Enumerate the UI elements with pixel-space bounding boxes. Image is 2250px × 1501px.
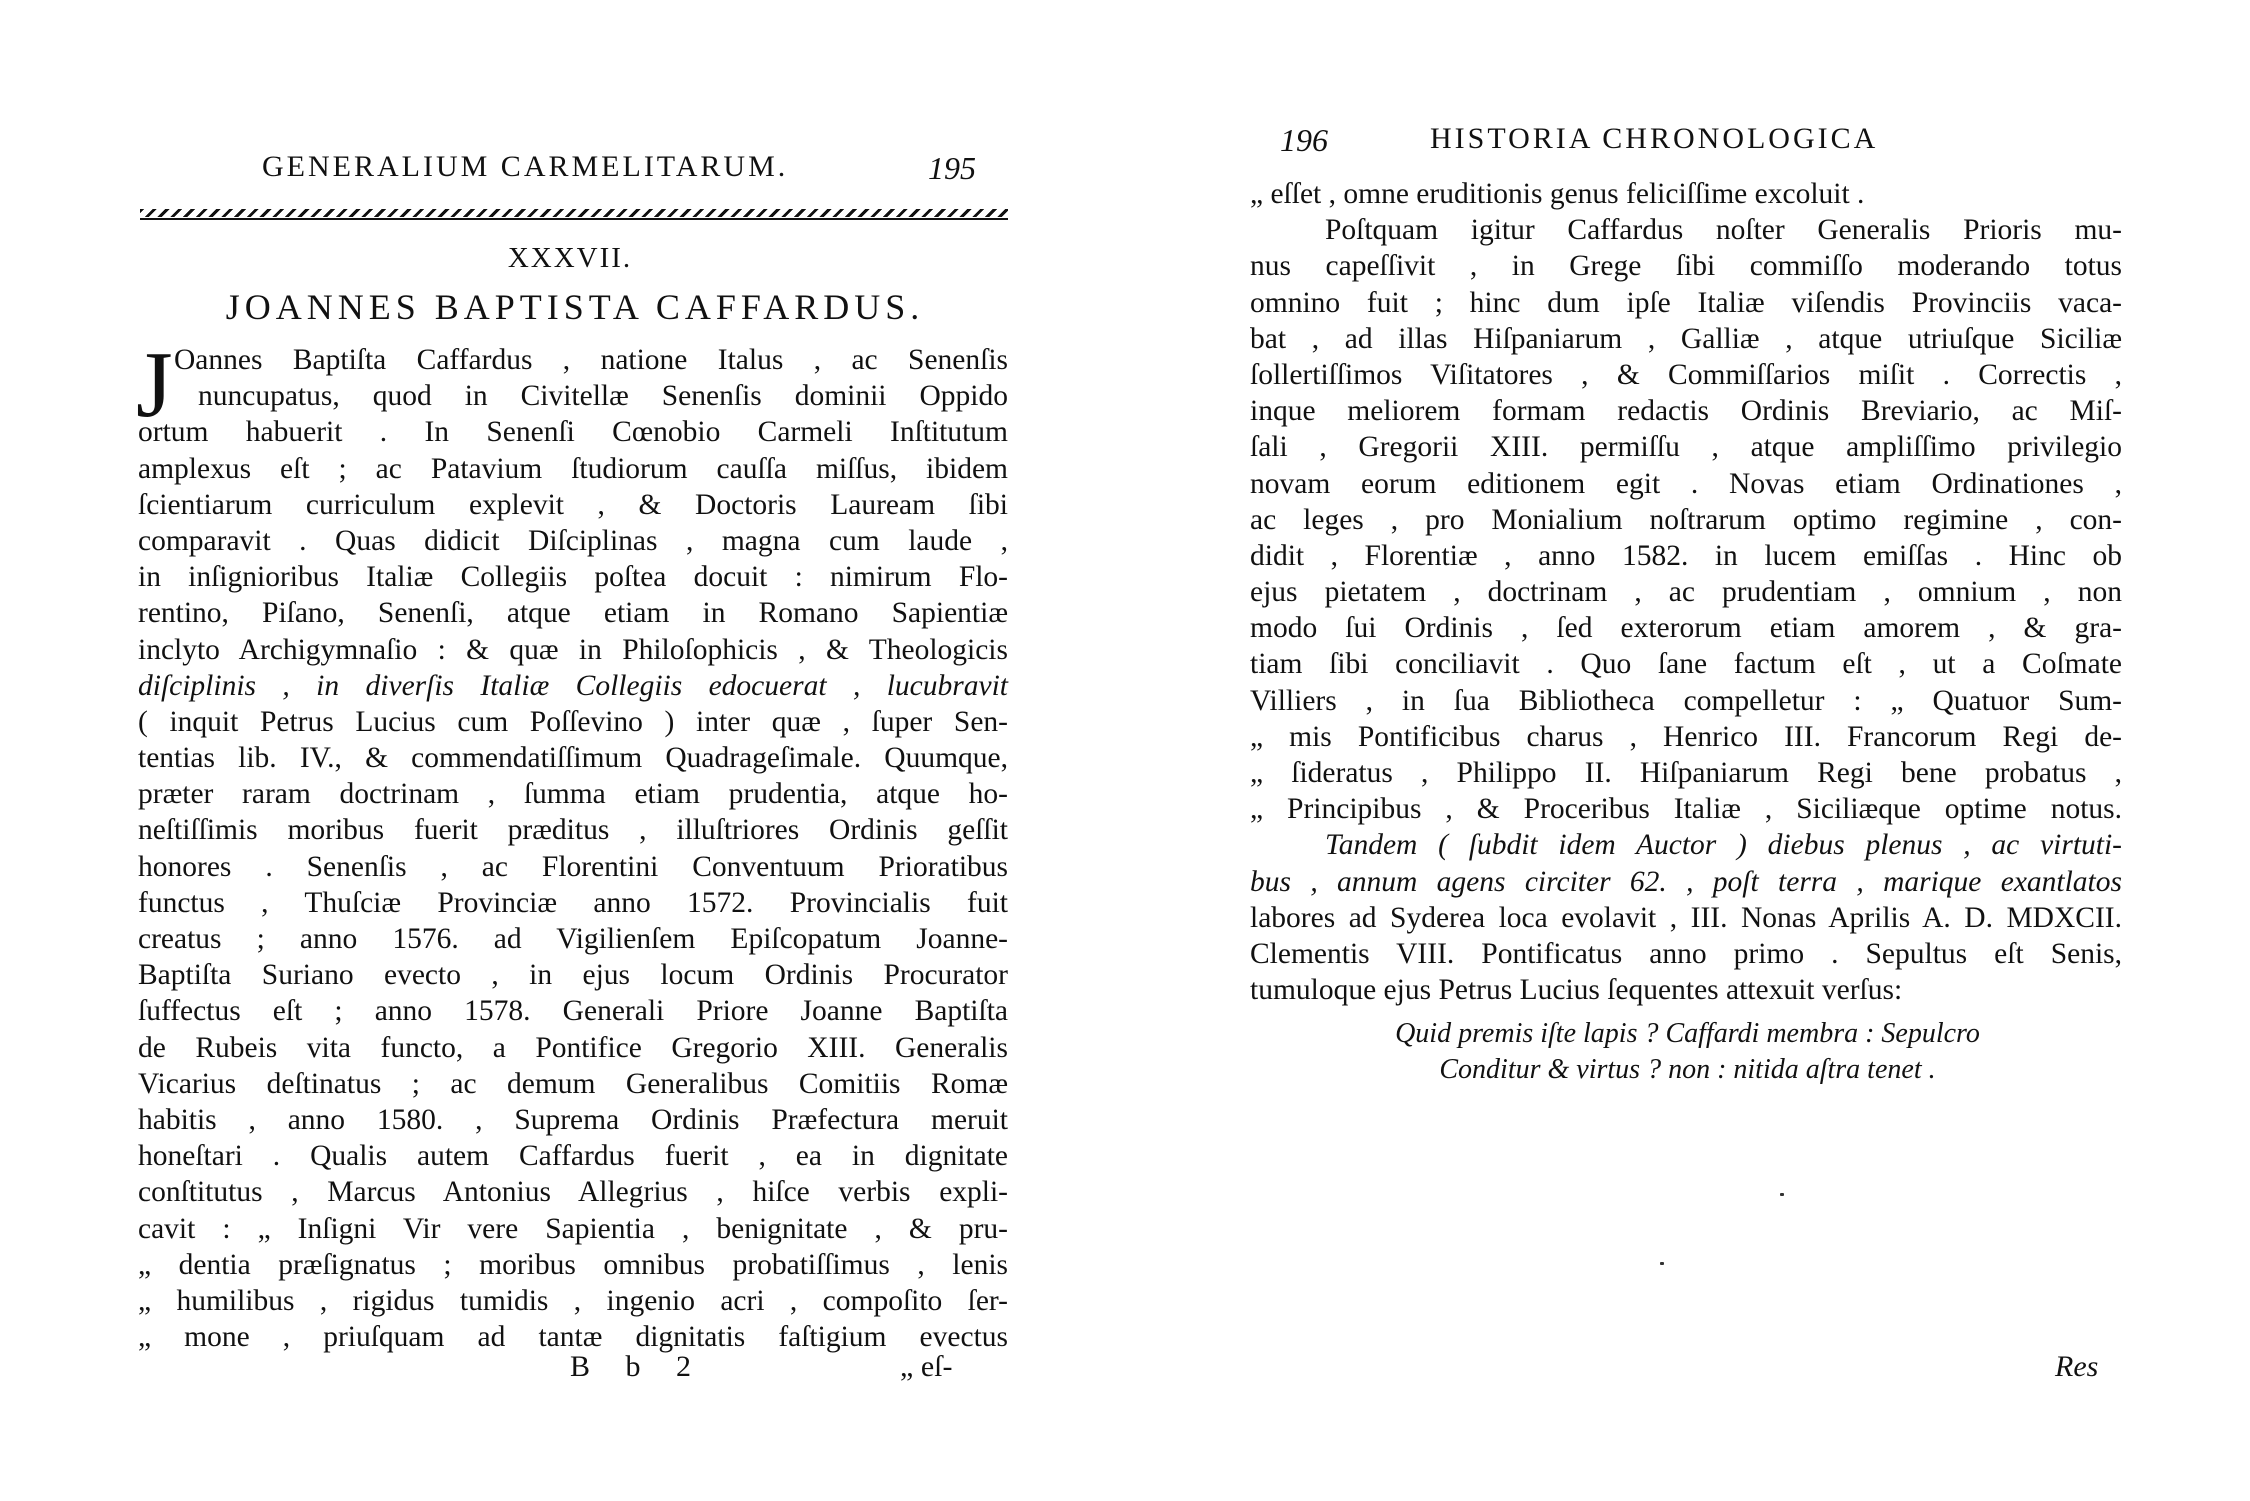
text-line: „ dentia præſignatus ; moribus omnibus probatiſſimus , lenis: [138, 1248, 1008, 1281]
text-line: conſtitutus , Marcus Antonius Allegrius , hiſce verbis expli-: [138, 1176, 1008, 1209]
text-line: ſuffectus eſt ; anno 1578. Generali Priore Joanne Baptiſta: [138, 995, 1008, 1028]
text-line: diſciplinis , in diverſis Italiæ Collegiis edocuerat , lucubravit: [138, 669, 1008, 702]
text-line: tentias lib. IV., & commendatiſſimum Quadrageſimale. Quumque,: [138, 742, 1008, 775]
epitaph-verse-line: Conditur & virtus ? non : nitida aſtra tenet .: [1439, 1054, 1936, 1085]
drop-cap: J: [136, 333, 173, 437]
text-line: præter raram doctrinam , ſumma etiam prudentia, atque ho-: [138, 778, 1008, 811]
text-line: novam eorum editionem egit . Novas etiam Ordinationes ,: [1250, 467, 2122, 500]
text-line: „ eſſet , omne eruditionis genus feliciſſime excoluit .: [1250, 178, 1865, 210]
text-line: in inſignioribus Italiæ Collegiis poſtea docuit : nimirum Flo-: [138, 561, 1008, 594]
print-speck: [1780, 1193, 1784, 1196]
text-line: neſtiſſimis moribus fuerit præditus , illuſtriores Ordinis geſſit: [138, 814, 1008, 847]
text-line: bus , annum agens circiter 62. , poſt terra , marique exantlatos: [1250, 865, 2122, 898]
text-line: ac leges , pro Monialium noſtrarum optimo regimine , con-: [1250, 503, 2122, 536]
ornamental-rule: [140, 206, 1008, 220]
print-speck: [1660, 1262, 1664, 1265]
running-head: HISTORIA CHRONOLOGICA: [1430, 122, 1879, 155]
page-number: 196: [1280, 122, 1328, 158]
text-line: Villiers , in ſua Bibliotheca compelletur : „ Quatuor Sum-: [1250, 684, 2122, 717]
text-line: nus capeſſivit , in Grege ſibi commiſſo moderando totus: [1250, 250, 2122, 283]
text-line: modo ſui Ordinis , ſed exterorum etiam amorem , & gra-: [1250, 612, 2122, 645]
text-line: comparavit . Quas didicit Diſciplinas , magna cum laude ,: [138, 524, 1008, 557]
text-line: creatus ; anno 1576. ad Vigilienſem Epiſcopatum Joanne-: [138, 923, 1008, 955]
text-line: tiam ſibi conciliavit . Quo ſane factum eſt , ut a Coſmate: [1250, 648, 2122, 681]
text-line: Tandem ( ſubdit idem Auctor ) diebus plenus , ac virtuti-: [1325, 829, 2122, 862]
text-line: rentino, Piſano, Senenſi, atque etiam in Romano Sapientiæ: [138, 597, 1008, 630]
right-body-text: [1250, 176, 2122, 1008]
chapter-number: XXXVII.: [507, 242, 633, 274]
text-line: ſali , Gregorii XIII. permiſſu , atque ampliſſimo privilegio: [1250, 431, 2122, 464]
running-head: GENERALIUM CARMELITARUM.: [262, 150, 789, 183]
text-line: ſollertiſſimos Viſitatores , & Commiſſarios miſit . Correctis ,: [1250, 358, 2122, 391]
text-line: Oannes Baptiſta Caffardus , natione Italus , ac Senenſis: [174, 344, 1008, 376]
text-line: ſcientiarum curriculum explevit , & Doctoris Lauream ſibi: [138, 488, 1008, 521]
chapter-title: JOANNES BAPTISTA CAFFARDUS.: [225, 287, 925, 327]
text-line: didit , Florentiæ , anno 1582. in lucem emiſſas . Hinc ob: [1250, 539, 2122, 572]
text-line: ortum habuerit . In Senenſi Cœnobio Carmeli Inſtitutum: [138, 416, 1008, 449]
text-line: ejus pietatem , doctrinam , ac prudentiam , omnium , non: [1250, 576, 2122, 609]
signature-mark: B b 2: [570, 1350, 706, 1383]
text-line: functus , Thuſciæ Provinciæ anno 1572. Provincialis fuit: [138, 886, 1008, 919]
text-line: honeſtari . Qualis autem Caffardus fuerit , ea in dignitate: [138, 1140, 1008, 1173]
text-line: habitis , anno 1580. , Suprema Ordinis Præfectura meruit: [138, 1103, 1008, 1136]
text-line: inque meliorem formam redactis Ordinis Breviario, ac Miſ-: [1250, 395, 2122, 428]
epitaph-verse-line: Quid premis iſte lapis ? Caffardi membra : Sepulcro: [1395, 1018, 1980, 1049]
catchword: Res: [2055, 1350, 2099, 1383]
text-line: Poſtquam igitur Caffardus noſter Generalis Prioris mu-: [1325, 214, 2122, 247]
text-line: amplexus eſt ; ac Patavium ſtudiorum cauſſa miſſus, ibidem: [138, 452, 1008, 485]
text-line: de Rubeis vita functo, a Pontifice Gregorio XIII. Generalis: [138, 1031, 1008, 1064]
text-line: inclyto Archigymnaſio : & quæ in Philoſophicis , & Theologicis: [138, 633, 1008, 666]
text-line: ( inquit Petrus Lucius cum Poſſevino ) inter quæ , ſuper Sen-: [138, 705, 1008, 738]
text-line: „ Principibus , & Proceribus Italiæ , Siciliæque optime notus.: [1250, 793, 2122, 826]
text-line: Clementis VIII. Pontificatus anno primo . Sepultus eſt Senis,: [1250, 937, 2122, 970]
page-number: 195: [928, 150, 976, 186]
text-line: labores ad Syderea loca evolavit , III. Nonas Aprilis A. D. MDXCII.: [1250, 901, 2122, 934]
text-line: Baptiſta Suriano evecto , in ejus locum Ordinis Procurator: [138, 959, 1008, 992]
text-line: „ ſideratus , Philippo II. Hiſpaniarum Regi bene probatus ,: [1250, 757, 2122, 789]
catchword: „ eſ-: [900, 1350, 953, 1383]
text-line: Vicarius deſtinatus ; ac demum Generalibus Comitiis Romæ: [138, 1067, 1008, 1100]
text-line: omnino fuit ; hinc dum ipſe Italiæ viſendis Provinciis vaca-: [1250, 286, 2122, 319]
text-line: honores . Senenſis , ac Florentini Conventuum Prioratibus: [138, 850, 1008, 883]
text-line: cavit : „ Inſigni Vir vere Sapientia , benignitate , & pru-: [138, 1212, 1008, 1245]
text-line: bat , ad illas Hiſpaniarum , Galliæ , atque utriuſque Siciliæ: [1250, 322, 2122, 355]
left-body-text: [138, 342, 1008, 1355]
text-line: nuncupatus, quod in Civitellæ Senenſis dominii Oppido: [198, 380, 1008, 413]
text-line: „ mone , priuſquam ad tantæ dignitatis faſtigium evectus: [138, 1321, 1008, 1354]
text-line: „ mis Pontificibus charus , Henrico III. Francorum Regi de-: [1250, 720, 2122, 753]
text-line: tumuloque ejus Petrus Lucius ſequentes attexuit verſus:: [1250, 974, 1903, 1007]
text-line: „ humilibus , rigidus tumidis , ingenio acri , compoſito ſer-: [138, 1284, 1008, 1317]
right-page: [1125, 0, 2250, 1501]
